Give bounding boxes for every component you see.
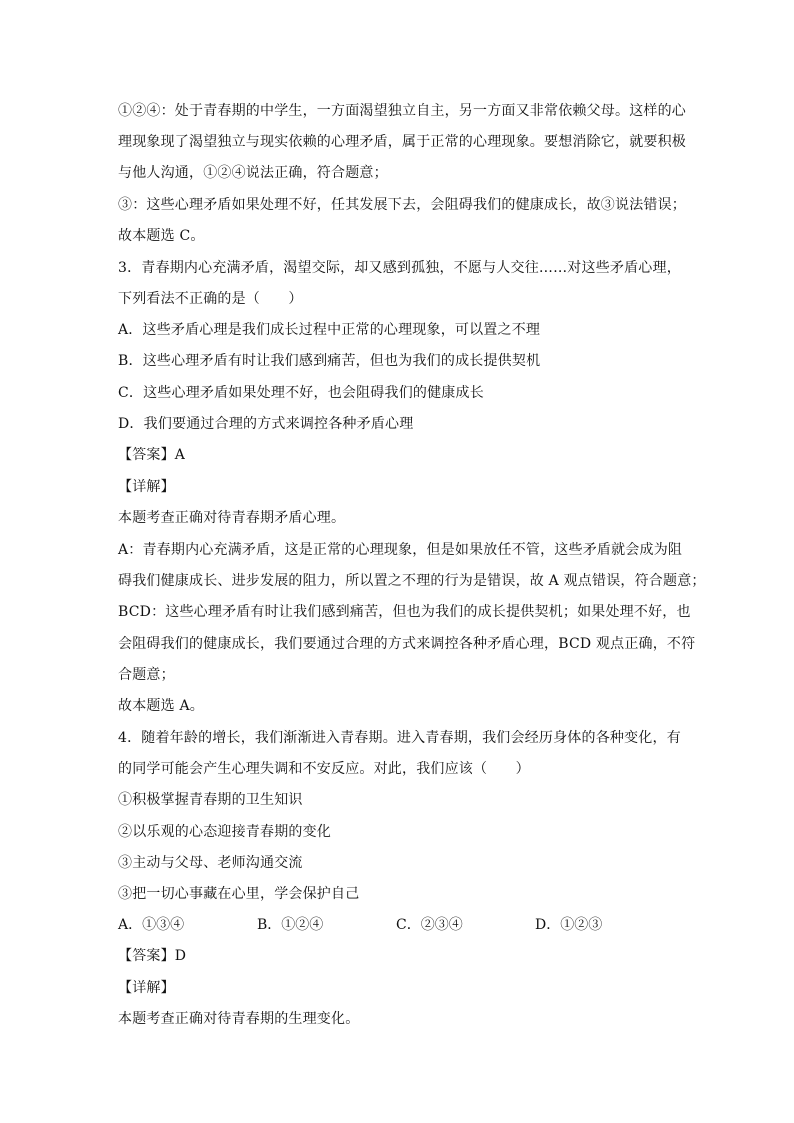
text-line: 碍我们健康成长、进步发展的阻力，所以置之不理的行为是错误，故 A 观点错误，符合题意； — [118, 573, 706, 589]
text-line: 会阻碍我们的健康成长，我们要通过合理的方式来调控各种矛盾心理，BCD 观点正确，不符 — [118, 636, 696, 652]
question-3-stem: 下列看法不正确的是（ ） — [118, 291, 303, 307]
text-line: ③：这些心理矛盾如果处理不好，任其发展下去，会阻碍我们的健康成长，故③说法错误； — [118, 197, 686, 213]
text-line: 本题考查正确对待青春期矛盾心理。 — [118, 510, 346, 526]
question-4-stem: 4．随着年龄的增长，我们渐渐进入青春期。进入青春期，我们会经历身体的各种变化，有 — [118, 730, 681, 746]
question-3-option-a: A．这些矛盾心理是我们成长过程中正常的心理现象，可以置之不理 — [118, 322, 541, 338]
text-line: BCD：这些心理矛盾有时让我们感到痛苦，但也为我们的成长提供契机；如果处理不好，也 — [118, 604, 691, 620]
text-line: 故本题选 C。 — [118, 228, 205, 244]
text-line: 理现象现了渴望独立与现实依赖的心理矛盾，属于正常的心理现象。要想消除它，就要积极 — [118, 134, 686, 150]
text-line: 本题考查正确对待青春期的生理变化。 — [118, 1011, 360, 1027]
question-3-option-c: C．这些心理矛盾如果处理不好，也会阻碍我们的健康成长 — [118, 385, 484, 401]
text-line: 合题意； — [118, 667, 175, 683]
option-c: C．②③④ — [396, 917, 463, 933]
answer-label: 【答案】A — [118, 447, 186, 463]
answer-label: 【答案】D — [118, 948, 187, 964]
text-line: 故本题选 A。 — [118, 698, 204, 714]
question-4-stem: 的同学可能会产生心理失调和不安反应。对此，我们应该（ ） — [118, 761, 530, 777]
option-a: A．①③④ — [118, 917, 185, 933]
text-line: ①②④：处于青春期的中学生，一方面渴望独立自主，另一方面又非常依赖父母。这样的心 — [118, 103, 686, 119]
question-4-item: ③把一切心事藏在心里，学会保护自己 — [118, 886, 360, 902]
text-line: A：青春期内心充满矛盾，这是正常的心理现象，但是如果放任不管，这些矛盾就会成为阻 — [118, 542, 683, 558]
explanation-label: 【详解】 — [118, 980, 175, 996]
question-3-stem: 3．青春期内心充满矛盾，渴望交际，却又感到孤独，不愿与人交往……对这些矛盾心理， — [118, 260, 681, 276]
option-b: B．①②④ — [257, 917, 324, 933]
text-line: 与他人沟通，①②④说法正确，符合题意； — [118, 165, 388, 181]
question-4-item: ②以乐观的心态迎接青春期的变化 — [118, 824, 331, 840]
question-3-option-d: D．我们要通过合理的方式来调控各种矛盾心理 — [118, 416, 414, 432]
question-4-item: ③主动与父母、老师沟通交流 — [118, 855, 303, 871]
explanation-label: 【详解】 — [118, 479, 175, 495]
question-4-item: ①积极掌握青春期的卫生知识 — [118, 792, 303, 808]
question-3-option-b: B．这些心理矛盾有时让我们感到痛苦，但也为我们的成长提供契机 — [118, 353, 541, 369]
option-d: D．①②③ — [535, 917, 603, 933]
